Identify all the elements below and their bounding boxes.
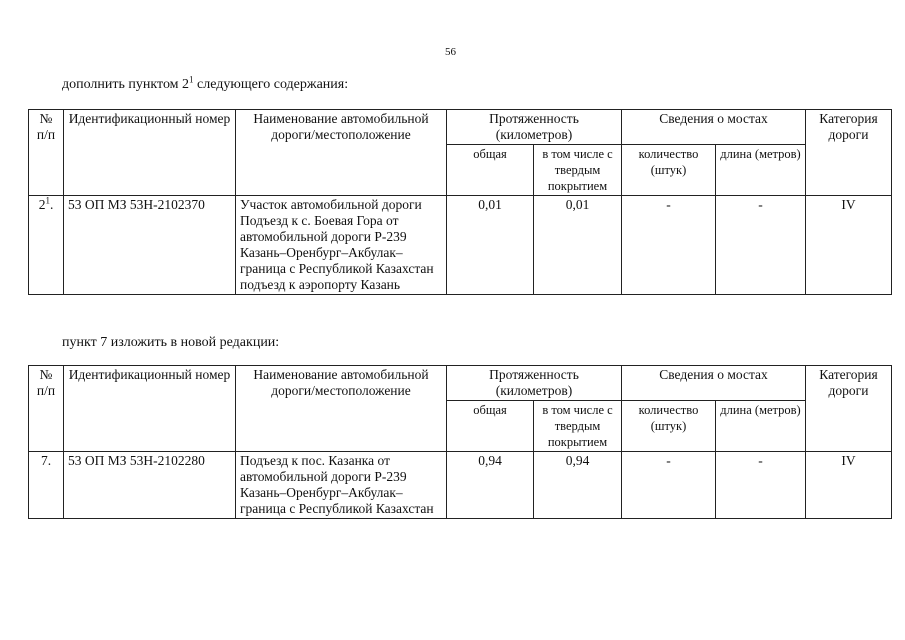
header-bridges-count: количество (штук) (622, 145, 716, 196)
row-length-total: 0,94 (447, 452, 534, 519)
header-bridges-length: длина (метров) (716, 145, 806, 196)
row-name: Участок автомобильной дороги Подъезд к с. Боевая Гора от автомобильной дороги Р-239 Казань–Оренбург–Акбулак–граница с Республикой Казахстан подъезд к аэропорту Казань (236, 196, 447, 295)
row-num: 7. (29, 452, 64, 519)
row-id: 53 ОП МЗ 53Н-2102280 (64, 452, 236, 519)
section1-intro-sup: 1 (189, 74, 194, 85)
row-length-hard: 0,01 (534, 196, 622, 295)
row-num: $2^1$. (29, 196, 64, 295)
section1-intro (62, 74, 349, 93)
header-row (29, 366, 892, 401)
row-length-total: 0,01 (447, 196, 534, 295)
row-category: IV (806, 452, 892, 519)
header-row (29, 110, 892, 145)
section1-intro-after: следующего содержания: (193, 77, 349, 92)
header-length-total: общая (447, 145, 534, 196)
header-length-total: общая (447, 401, 534, 452)
row-name: Подъезд к пос. Казанка от автомобильной дороги Р-239 Казань–Оренбург–Акбулак–граница с Республикой Казахстан (236, 452, 447, 519)
section2-intro: пункт 7 изложить в новой редакции: (62, 335, 280, 350)
header-category: Категория дороги (806, 110, 892, 196)
header-bridges: Сведения о мостах (622, 366, 806, 401)
row-bridges-length: - (716, 452, 806, 519)
header-category: Категория дороги (806, 366, 892, 452)
row-bridges-count: - (622, 452, 716, 519)
header-bridges-count: количество (штук) (622, 401, 716, 452)
header-num: № п/п (29, 110, 64, 196)
roads-table-1 (28, 109, 892, 295)
header-length: Протяженность (километров) (447, 110, 622, 145)
row-bridges-count: - (622, 196, 716, 295)
header-length: Протяженность (километров) (447, 366, 622, 401)
header-name: Наименование автомобильной дороги/местоположение (236, 110, 447, 196)
header-name: Наименование автомобильной дороги/местоположение (236, 366, 447, 452)
header-length-hard: в том числе с твердым покрытием (534, 145, 622, 196)
roads-table-2 (28, 365, 892, 519)
header-id: Идентификационный номер (64, 110, 236, 196)
section1-intro-before: дополнить пунктом 2 (62, 77, 190, 92)
row-category: IV (806, 196, 892, 295)
header-bridges: Сведения о мостах (622, 110, 806, 145)
table-row (29, 452, 892, 519)
header-length-hard: в том числе с твердым покрытием (534, 401, 622, 452)
header-id: Идентификационный номер (64, 366, 236, 452)
page-number: 56 (445, 46, 456, 58)
row-bridges-length: - (716, 196, 806, 295)
row-id: 53 ОП МЗ 53Н-2102370 (64, 196, 236, 295)
row-length-hard: 0,94 (534, 452, 622, 519)
header-num: № п/п (29, 366, 64, 452)
header-bridges-length: длина (метров) (716, 401, 806, 452)
table-row (29, 196, 892, 295)
